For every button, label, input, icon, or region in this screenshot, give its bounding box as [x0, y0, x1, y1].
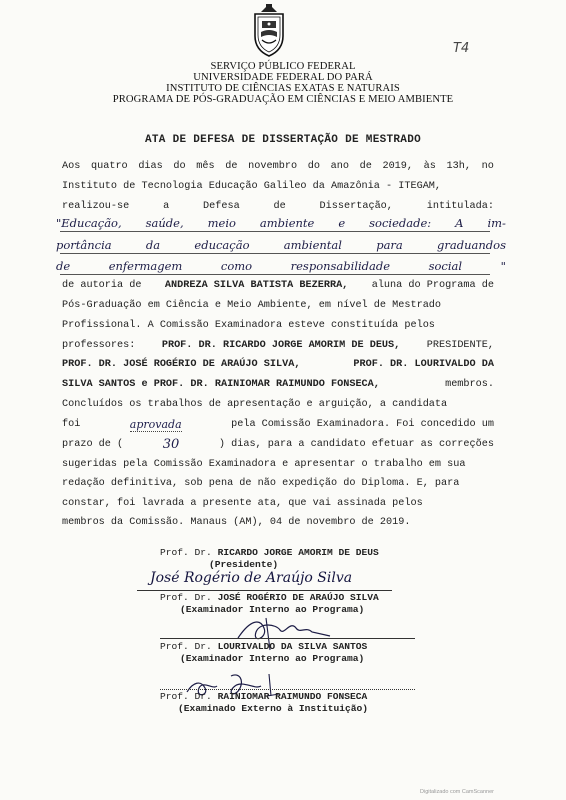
- signatory-2-name: Prof. Dr. JOSÉ ROGÉRIO DE ARAÚJO SILVA: [160, 592, 379, 603]
- body-line-12: prazo de ( 30 ) dias, para a candidato efetuar as correções: [62, 437, 494, 452]
- document-title: ATA DE DEFESA DE DISSERTAÇÃO DE MESTRADO: [144, 134, 422, 146]
- signatory-2-role: (Examinador Interno ao Programa): [180, 604, 365, 615]
- body-line-3: realizou-se a Defesa de Dissertação, intitulada:: [62, 201, 494, 212]
- body-line-13: sugeridas pela Comissão Examinadora e apresentar o trabalho em sua: [62, 459, 466, 470]
- body-line-4: de autoria de ANDREZA SILVA BATISTA BEZERRA, aluna do Programa de: [62, 280, 494, 291]
- signatory-1-name: Prof. Dr. RICARDO JORGE AMORIM DE DEUS: [160, 547, 379, 558]
- corner-handwritten-mark: T4: [453, 41, 470, 56]
- body-line-11: foi aprovada pela Comissão Examinadora. Foi concedido um: [62, 418, 494, 431]
- handwritten-title-line-1: "Educação, saúde, meio ambiente e sociedade: A im-: [56, 216, 506, 230]
- header-line-3: INSTITUTO DE CIÊNCIAS EXATAS E NATURAIS: [166, 83, 400, 94]
- signature-2-handwritten: José Rogério de Araújo Silva: [150, 570, 353, 586]
- body-line-8: PROF. DR. JOSÉ ROGÉRIO DE ARAÚJO SILVA, PROF. DR. LOURIVALDO DA: [62, 359, 494, 370]
- scanner-watermark: Digitalizado com CamScanner: [420, 789, 494, 795]
- body-line-14: redação definitiva, sob pena de não expedição do Diploma. E, para: [62, 478, 460, 489]
- signature-2-line: [137, 590, 392, 591]
- signature-3-line: [160, 638, 415, 639]
- signatory-3-role: (Examinador Interno ao Programa): [180, 653, 365, 664]
- signatory-4-name: Prof. Dr. RAINIOMAR RAIMUNDO FONSECA: [160, 691, 368, 702]
- signature-4-line: [160, 689, 415, 690]
- header-line-4: PROGRAMA DE PÓS-GRADUAÇÃO EM CIÊNCIAS E MEIO AMBIENTE: [112, 94, 454, 105]
- handwritten-title-line-3: de enfermagem como responsabilidade social ": [56, 259, 506, 273]
- underline-2: [60, 253, 490, 254]
- body-line-5: Pós-Graduação em Ciência e Meio Ambiente, em nível de Mestrado: [62, 300, 442, 311]
- handwritten-result: aprovada: [129, 418, 182, 431]
- body-line-7: professores: PROF. DR. RICARDO JORGE AMORIM DE DEUS, PRESIDENTE,: [62, 340, 494, 351]
- body-line-15: constar, foi lavrada a presente ata, que vai assinada pelos: [62, 498, 423, 509]
- signatory-3-name: Prof. Dr. LOURIVALDO DA SILVA SANTOS: [160, 641, 368, 652]
- underline-3: [60, 274, 490, 275]
- handwritten-days: 30: [162, 437, 180, 452]
- body-line-10: Concluídos os trabalhos de apresentação e arguição, a candidata: [62, 399, 448, 410]
- handwritten-title-line-2: portância da educação ambiental para graduandos: [56, 238, 506, 252]
- signatory-4-role: (Examinado Externo à Instituição): [178, 703, 368, 714]
- body-line-2: Instituto de Tecnologia Educação Galileo da Amazônia - ITEGAM,: [62, 181, 442, 192]
- body-line-6: Profissional. A Comissão Examinadora esteve constituída pelos: [62, 320, 435, 331]
- header-line-1: SERVIÇO PÚBLICO FEDERAL: [210, 61, 356, 72]
- underline-1: [60, 231, 490, 232]
- university-seal-logo: [249, 2, 289, 60]
- signatory-1-role: (Presidente): [209, 559, 279, 570]
- body-line-9: SILVA SANTOS e PROF. DR. RAINIOMAR RAIMUNDO FONSECA, membros.: [62, 379, 494, 390]
- body-line-1: Aos quatro dias do mês de novembro do ano de 2019, às 13h, no: [62, 161, 494, 172]
- header-line-2: UNIVERSIDADE FEDERAL DO PARÁ: [193, 72, 373, 83]
- body-line-16: membros da Comissão. Manaus (AM), 04 de novembro de 2019.: [62, 517, 411, 528]
